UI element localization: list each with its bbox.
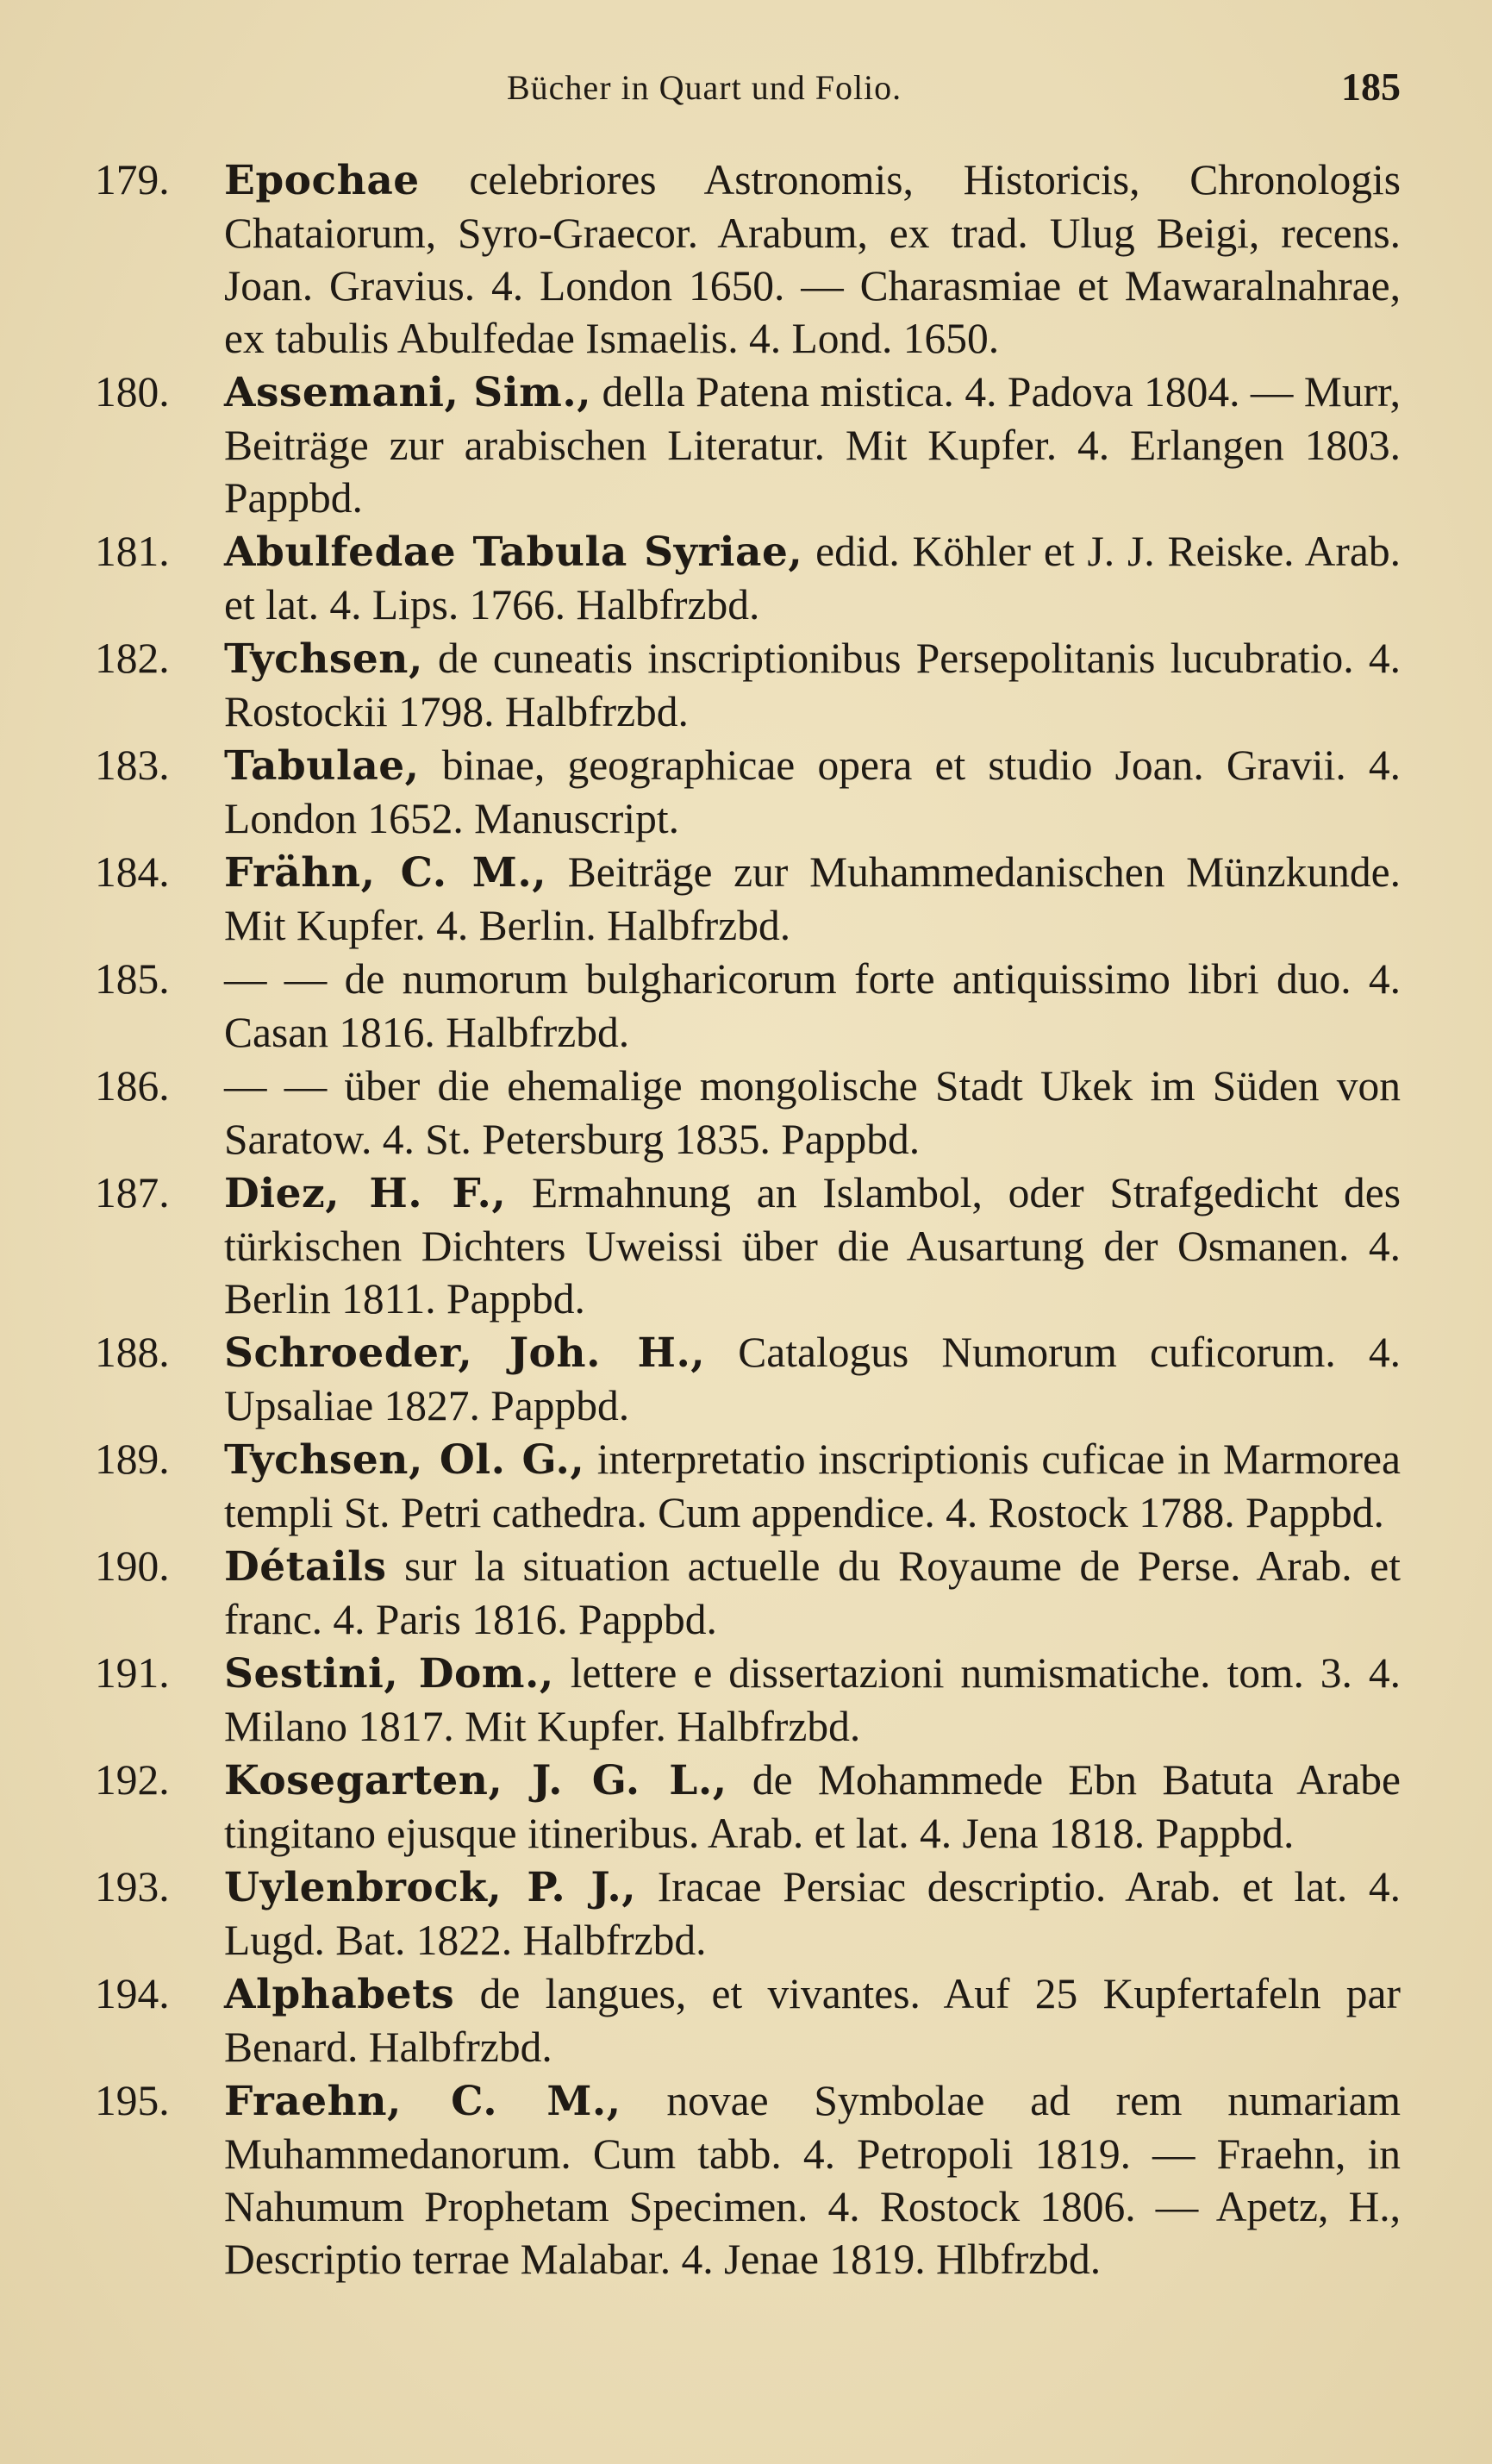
catalog-entry (95, 1967, 1401, 2073)
entry-text: Catalogus Numorum cuficorum. 4. Upsaliae 1827. Pappbd. (224, 1329, 1401, 1429)
entry-number: 195. (95, 2077, 170, 2124)
entry-number: 185. (95, 955, 170, 1003)
catalog-entry (95, 1754, 1401, 1860)
entry-number: 181. (95, 528, 170, 575)
entry-heading: Frähn, C. M., (224, 849, 547, 897)
entry-number: 189. (95, 1435, 170, 1483)
entry-text: — — über die ehemalige mongolische Stadt Ukek im Süden von Saratow. 4. St. Petersburg 1835. Pappbd. (224, 1062, 1401, 1163)
entry-text: — — de numorum bulgharicorum forte antiquissimo libri duo. 4. Casan 1816. Halbfrzbd. (224, 955, 1401, 1056)
entry-number: 184. (95, 848, 170, 896)
entry-text: interpretatio inscriptionis cuficae in Marmorea templi St. Petri cathedra. Cum appendice. 4. Rostock 1788. Pappbd. (224, 1435, 1401, 1536)
catalog-entry (95, 366, 1401, 524)
entry-text: celebriores Astronomis, Historicis, Chronologis Chataiorum, Syro-Graecor. Arabum, ex trad. Ulug Beigi, recens. Joan. Gravius. 4. London 1650. — Charasmiae et Mawaralnahrae, ex tabulis Abulfedae Ismaelis. 4. Lond. 1650. (224, 156, 1401, 362)
entry-text: de langues, et vivantes. Auf 25 Kupfertafeln par Benard. Halbfrzbd. (224, 1970, 1401, 2071)
entry-number: 180. (95, 368, 170, 416)
entry-heading: Alphabets (224, 1971, 455, 2018)
catalog-entry (95, 953, 1401, 1059)
page-header (224, 67, 1401, 119)
entry-heading: Uylenbrock, P. J., (224, 1864, 637, 1911)
entry-number: 179. (95, 156, 170, 203)
catalog-entry (95, 1166, 1401, 1325)
entry-number: 182. (95, 635, 170, 682)
running-title: Bücher in Quart und Folio. (507, 68, 902, 107)
catalog-entry (95, 2074, 1401, 2286)
entry-heading: Assemani, Sim., (224, 369, 592, 416)
entry-text: binae, geographicae opera et studio Joan. Gravii. 4. London 1652. Manuscript. (224, 741, 1401, 842)
catalog-entry (95, 1060, 1401, 1166)
catalog-entry (95, 1326, 1401, 1432)
entry-number: 190. (95, 1542, 170, 1590)
entry-text: sur la situation actuelle du Royaume de Perse. Arab. et franc. 4. Paris 1816. Pappbd. (224, 1542, 1401, 1643)
catalog-entry (95, 846, 1401, 952)
catalog-entry (95, 153, 1401, 365)
entry-heading: Diez, H. F., (224, 1170, 507, 1217)
catalog-entry (95, 632, 1401, 738)
entry-heading: Kosegarten, J. G. L., (224, 1757, 727, 1804)
entry-heading: Détails (224, 1543, 387, 1591)
entry-heading: Tychsen, (224, 635, 423, 683)
entry-number: 188. (95, 1329, 170, 1376)
catalog-entries (95, 153, 1401, 2286)
entry-number: 186. (95, 1062, 170, 1110)
catalog-entry (95, 1540, 1401, 1646)
entry-number: 183. (95, 741, 170, 789)
entry-number: 191. (95, 1649, 170, 1697)
entry-text: de cuneatis inscriptionibus Persepolitanis lucubratio. 4. Rostockii 1798. Halbfrzbd. (224, 635, 1401, 735)
entry-text: Iracae Persiac descriptio. Arab. et lat. 4. Lugd. Bat. 1822. Halbfrzbd. (224, 1863, 1401, 1964)
entry-heading: Sestini, Dom., (224, 1650, 554, 1698)
entry-text: della Patena mistica. 4. Padova 1804. — Murr, Beiträge zur arabischen Literatur. Mit Kupfer. 4. Erlangen 1803. Pappbd. (224, 368, 1401, 522)
entry-text: Ermahnung an Islambol, oder Strafgedicht des türkischen Dichters Uweissi über die Ausartung der Osmanen. 4. Berlin 1811. Pappbd. (224, 1169, 1401, 1323)
entry-number: 193. (95, 1863, 170, 1911)
entry-heading: Tabulae, (224, 742, 420, 790)
entry-number: 194. (95, 1970, 170, 2017)
entry-number: 187. (95, 1169, 170, 1216)
entry-text: de Mohammede Ebn Batuta Arabe tingitano ejusque itineribus. Arab. et lat. 4. Jena 1818. Pappbd. (224, 1756, 1401, 1857)
entry-heading: Epochae (224, 157, 420, 204)
entry-text: edid. Köhler et J. J. Reiske. Arab. et lat. 4. Lips. 1766. Halbfrzbd. (224, 528, 1401, 629)
entry-text: Beiträge zur Muhammedanischen Münzkunde. Mit Kupfer. 4. Berlin. Halbfrzbd. (224, 848, 1401, 949)
page-number: 185 (1341, 65, 1401, 109)
entry-heading: Abulfedae Tabula Syriae, (224, 528, 803, 576)
entry-heading: Schroeder, Joh. H., (224, 1329, 706, 1377)
entry-text: lettere e dissertazioni numismatiche. tom. 3. 4. Milano 1817. Mit Kupfer. Halbfrzbd. (224, 1649, 1401, 1750)
catalog-entry (95, 1433, 1401, 1539)
entry-heading: Tychsen, Ol. G., (224, 1436, 585, 1484)
entry-heading: Fraehn, C. M., (224, 2078, 621, 2125)
catalog-entry (95, 739, 1401, 845)
catalog-entry (95, 1861, 1401, 1967)
entry-number: 192. (95, 1756, 170, 1804)
catalog-entry (95, 525, 1401, 631)
catalog-entry (95, 1647, 1401, 1753)
entry-text: novae Symbolae ad rem numariam Muhammedanorum. Cum tabb. 4. Petropoli 1819. — Fraehn, in Nahumum Prophetam Specimen. 4. Rostock 1806. — Apetz, H., Descriptio terrae Malabar. 4. Jenae 1819. Hlbfrzbd. (224, 2077, 1401, 2283)
